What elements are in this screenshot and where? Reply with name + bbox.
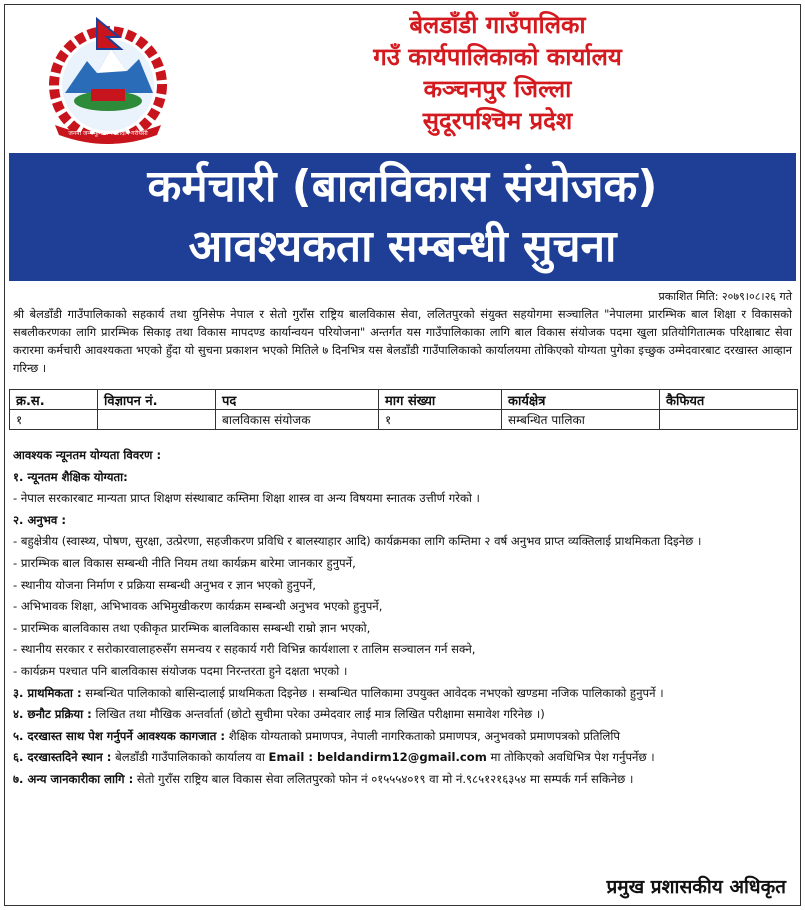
education-heading: १. न्यूनतम शैक्षिक योग्यता: [13,469,128,484]
col-post: पद [216,390,379,410]
org-line-office: गउँ कार्यपालिकाको कार्यालय [373,43,622,71]
cell-remarks [660,410,798,430]
notice-page [4,4,801,906]
priority-label: ३. प्राथमिकता : [13,685,82,700]
list-item: - प्रारम्भिक बालविकास तथा एकीकृत प्रारम्भिक बालविकास सम्बन्धी राम्रो ज्ञान भएको, [13,620,371,635]
priority-section [13,683,794,705]
org-line-province: सुदूरपश्चिम प्रदेश [422,107,573,135]
list-item: - बहुक्षेत्रीय (स्वास्थ्य, पोषण, सुरक्षा, उत्प्रेरणा, सहजीकरण प्रविधि र बालस्याहार आदि) कार्यक्रमका लागि कम्तिमा २ वर्ष अनुभव प्राप्त व्यक्तिलाई प्राथमिकता दिइनेछ । [13,534,702,549]
contact-section [13,769,794,791]
emblem-motto: जननी जन्मभूमिश्च स्वर्गादपि गरीयसी [68,130,148,137]
table-row [10,410,798,430]
selection-section [13,704,794,726]
documents-section [13,726,794,748]
vacancy-table [9,389,798,430]
col-ad-number: विज्ञापन नं. [98,390,216,410]
list-item: - प्रारम्भिक बाल विकास सम्बन्धी नीति नियम तथा कार्यक्रम बारेमा जानकार हुनुपर्ने, [13,555,356,570]
priority-text: सम्बन्धित पालिकाको बासिन्दालाई प्राथमिकता दिइनेछ । सम्बन्धित पालिकामा उपयुक्त आवेदक नभएको खण्डमा नजिक पालिकाको हुनुपर्ने । [81,685,664,700]
cell-ad-number [98,410,216,430]
col-workplace: कार्यक्षेत्र [502,390,660,410]
table-header-row [10,390,798,410]
details-section [13,445,794,791]
header [5,5,800,151]
cell-workplace: सम्बन्धित पालिका [502,410,660,430]
submission-place-section [13,747,794,769]
list-item: - कार्यक्रम पश्चात पनि बालविकास संयोजक पदमा निरन्तरता हुने दक्षता भएको । [13,663,348,678]
list-item: - स्थानीय योजना निर्माण र प्रक्रिया सम्बन्धी अनुभव र ज्ञान भएको हुनुपर्ने, [13,577,316,592]
intro-paragraph: श्री बेलडाँडी गाउँपालिकाको सहकार्य तथा युनिसेफ नेपाल र सेतो गुराँस राष्ट्रिय बालविकास सेवा, ललितपुरको संयुक्त सहयोगमा सञ्चालित "नेपालमा प्रारम्भिक बाल शिक्षा र विकासको सबलीकरणका लागि प्रारम्भिक सिकाइ तथा विकास मापदण्ड कार्यान्वयन परियोजना" अन्तर्गत यस गाउँपालिकाका लागि बाल विकास संयोजक पदमा खुला प्रतियोगितात्मक परिक्षाबाट सेवा करारमा कर्मचारी आवश्यकता भएको हुँदा यो सुचना प्रकाशन भएको मितिले ७ दिनभित्र यस बेलडाँडी गाउँपालिकाको कार्यालयमा तोकिएको योग्यता पुगेका इच्छुक उम्मेदवारबाट दरखास्त आव्हान गरिन्छ । [13,307,792,375]
nepal-emblem-icon [35,13,181,147]
selection-label: ४. छनौट प्रक्रिया : [13,707,92,722]
selection-text: लिखित तथा मौखिक अन्तर्वार्ता (छोटो सुचीमा परेका उम्मेदवार लाई मात्र लिखित परीक्षामा समावेश गरिनेछ ।) [91,707,545,722]
qualification-heading: आवश्यक न्यूनतम योग्यता विवरण : [13,448,162,462]
col-serial: क्र.स. [10,390,98,410]
banner-subtitle: आवश्यकता सम्बन्धी सुचना [188,221,617,272]
organization-block [205,9,790,137]
cell-serial: १ [10,410,98,430]
documents-text: शैक्षिक योग्यताको प्रमाणपत्र, नेपाली नागरिकताको प्रमाणपत्र, अनुभवको प्रमाणपत्रको प्रतिलिपि [225,728,620,743]
submission-place-text: बेलडाँडी गाउँपालिकाको कार्यालय वा [111,750,269,765]
experience-heading: २. अनुभव : [13,512,67,527]
col-demand: माग संख्या [379,390,502,410]
org-line-district: कञ्चनपुर जिल्ला [423,75,572,103]
col-remarks: कैफियत [660,390,798,410]
contact-label: ७. अन्य जानकारीका लागि : [13,771,134,786]
email-address: Email : beldandirm12@gmail.com [268,750,487,765]
education-text: - नेपाल सरकारबाट मान्यता प्राप्त शिक्षण संस्थाबाट कम्तिमा शिक्षा शास्त्र वा अन्य विषयमा स्नातक उत्तीर्ण गरेको । [13,491,480,506]
title-banner [9,153,796,281]
documents-label: ५. दरखास्त साथ पेश गर्नुपर्ने आवश्यक कागजात : [13,728,226,743]
contact-text: सेतो गुराँस राष्ट्रिय बाल विकास सेवा ललितपुरको फोन नं ०१५५५४०१९ वा मो नं.९८५१२१६३५४ मा सम्पर्क गर्न सकिनेछ । [133,771,634,786]
signatory-title: प्रमुख प्रशासकीय अधिकृत [606,876,786,898]
list-item: - अभिभावक शिक्षा, अभिभावक अभिमुखीकरण कार्यक्रम सम्बन्धी अनुभव भएको हुनुपर्ने, [13,599,383,614]
submission-place-label: ६. दरखास्तदिने स्थान : [13,750,112,765]
cell-post: बालविकास संयोजक [216,410,379,430]
banner-title: कर्मचारी (बालविकास संयोजक) [147,161,658,212]
publish-date: प्रकाशित मिति: २०७९।०८।२६ गते [658,290,792,303]
list-item: - स्थानीय सरकार र सरोकारवालाहरुसँग समन्वय र सहकार्य गरी विभिन्न कार्यशाला र तालिम सञ्चालन गर्न सक्ने, [13,642,476,657]
submission-deadline-text: मा तोकिएको अवधिभित्र पेश गर्नुपर्नेछ । [486,750,655,765]
cell-demand: १ [379,410,502,430]
org-line-municipality: बेलडाँडी गाउँपालिका [409,11,586,39]
